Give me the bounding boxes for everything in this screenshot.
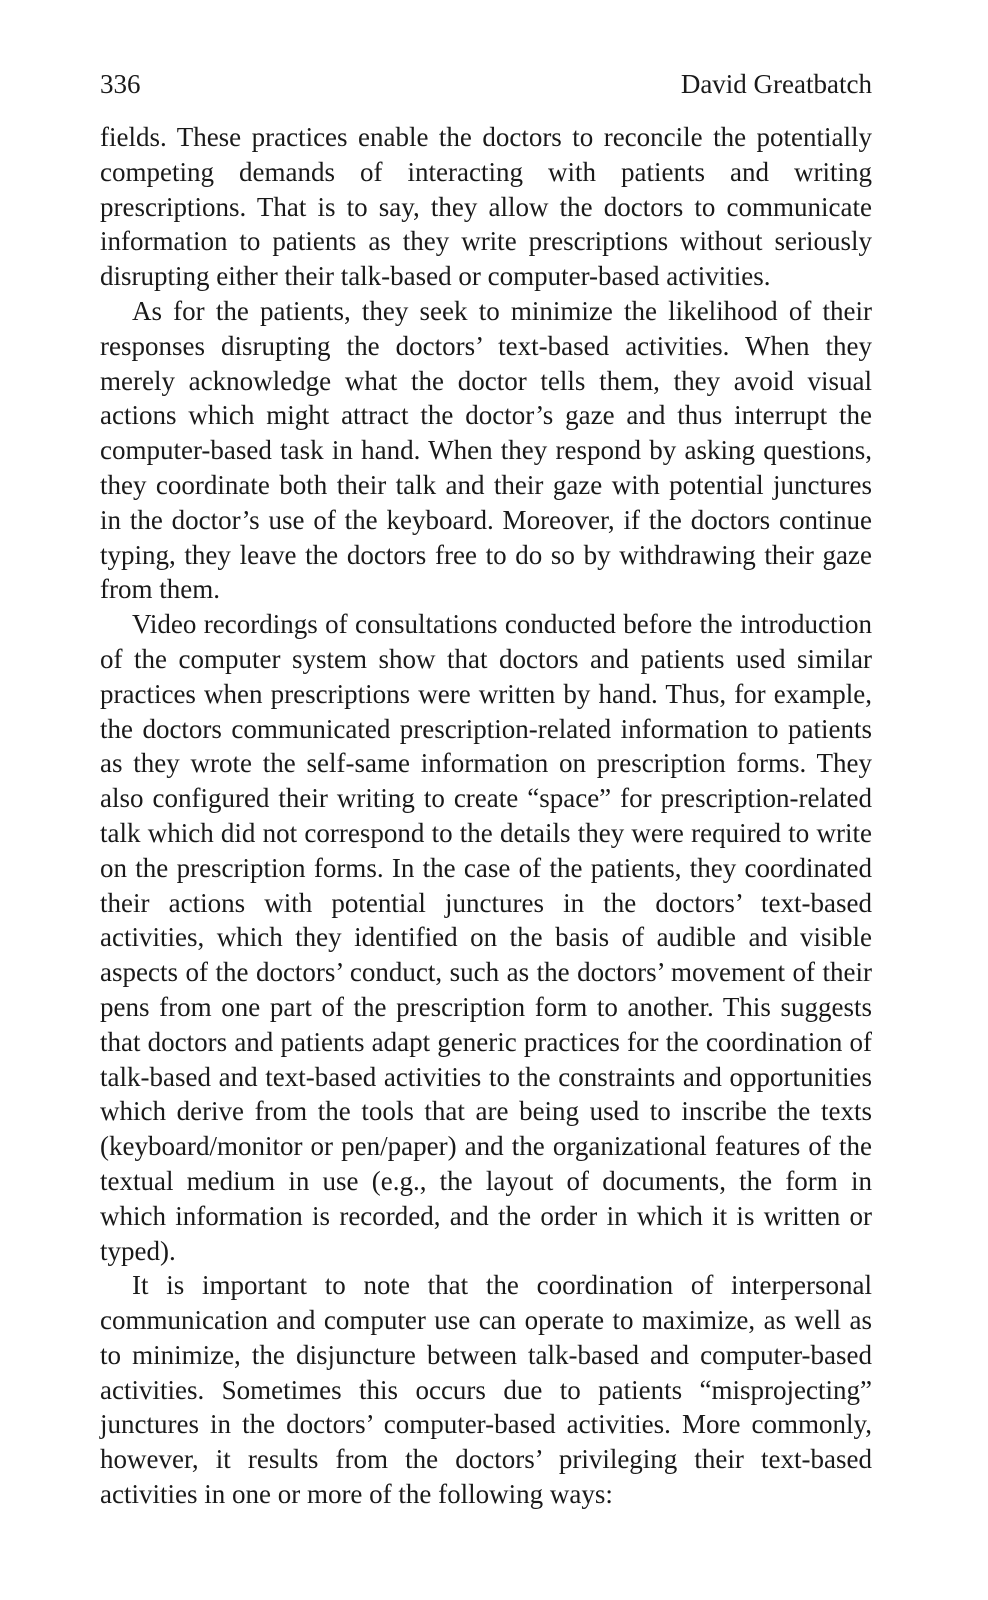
book-page [100, 0, 872, 1512]
paragraph-coordination: It is important to note that the coordination of interpersonal communication and computer use can operate to maximize, as well as to minimize, the disjuncture between talk-based and computer-based activities. Sometimes this occurs due to patients “misprojecting” junctures in the doctors’ computer-based activities. More commonly, however, it results from the doctors’ privileging their text-based activities in one or more of the following ways: [100, 1270, 872, 1510]
paragraph-patients: As for the patients, they seek to minimize the likelihood of their responses disrupting the doctors’ text-based activities. When they merely acknowledge what the doctor tells them, they avoid visual actions which might attract the doctor’s gaze and thus interrupt the computer-based task in hand. When they respond by asking questions, they coordinate both their talk and their gaze with potential junctures in the doctor’s use of the keyboard. Moreover, if the doctors continue typing, they leave the doctors free to do so by withdrawing their gaze from them. [100, 295, 872, 605]
body-text [100, 120, 872, 1512]
paragraph-continued: fields. These practices enable the doctors to reconcile the potentially competing demands of interacting with patients and writing prescriptions. That is to say, they allow the doctors to communicate information to patients as they write prescriptions without seriously disrupting either their talk-based or computer-based activities. [100, 122, 872, 292]
running-head-author: David Greatbatch [680, 69, 872, 99]
page-number: 336 [100, 69, 141, 99]
running-head [100, 64, 872, 104]
paragraph-video-recordings: Video recordings of consultations conducted before the introduction of the computer system show that doctors and patients used similar practices when prescriptions were written by hand. Thus, for example, the doctors communicated prescription-related information to patients as they wrote the self-same information on prescription forms. They also configured their writing to create “space” for prescription-related talk which did not correspond to the details they were required to write on the prescription forms. In the case of the patients, they coordinated their actions with potential junctures in the doctors’ text-based activities, which they identified on the basis of audible and visible aspects of the doctors’ conduct, such as the doctors’ movement of their pens from one part of the prescription form to another. This suggests that doctors and patients adapt generic practices for the coordination of talk-based and text-based activities to the constraints and opportunities which derive from the tools that are being used to inscribe the texts (keyboard/monitor or pen/paper) and the organizational features of the textual medium in use (e.g., the layout of documents, the form in which information is recorded, and the order in which it is written or typed). [100, 609, 872, 1266]
